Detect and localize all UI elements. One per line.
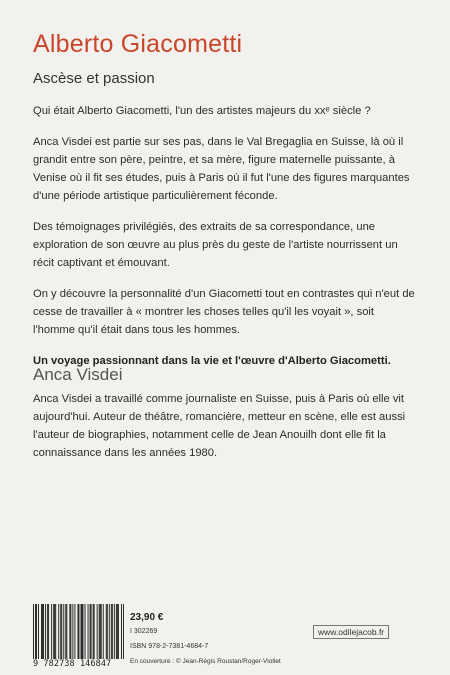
barcode-bar [109,604,110,659]
barcode-bar [42,604,43,659]
barcode-bar [79,604,80,659]
barcode-bar [53,604,54,659]
cover-credit: En couverture : © Jean-Régis Roustan/Roger-Viollet [130,658,281,665]
barcode-bar [48,604,49,659]
barcode-bar [55,604,56,659]
barcode-bar [35,604,36,659]
blurb-paragraph: Anca Visdei est partie sur ses pas, dans le Val Bregaglia en Suisse, là où il grandit entre son père, peintre, et sa mère, figure maternelle puissante, à Venise où il fit ses études, puis à Paris où il fut l'une des figures marquantes d'une période artistique particulièrement féconde. [33,136,410,202]
barcode-bars [33,604,124,659]
barcode [33,604,124,666]
barcode-bar [47,604,48,659]
barcode-bar [88,604,89,659]
barcode-bar [43,604,44,659]
blurb-paragraph: Qui était Alberto Giacometti, l'un des artistes majeurs du xxᵉ siècle ? [33,105,371,117]
author-bio: Anca Visdei a travaillé comme journaliste en Suisse, puis à Paris où elle vit aujourd'hui. Auteur de théâtre, romancière, metteur en scène, elle est aussi l'auteur de biographies, notamment celle de Jean Anouilh dont elle fit la connaissance dans les années 1980. [33,393,406,459]
barcode-bar [51,604,52,659]
barcode-bar [91,604,92,659]
barcode-bar [107,604,108,659]
barcode-bar [111,604,112,659]
barcode-bar [118,604,119,659]
book-subtitle: Ascèse et passion [33,70,155,87]
barcode-bar [123,604,124,659]
barcode-bar [121,604,122,659]
barcode-bar [83,604,84,659]
barcode-bar [63,604,64,659]
barcode-bar [82,604,83,659]
barcode-bar [61,604,62,659]
barcode-bar [58,604,59,659]
barcode-bar [45,604,46,659]
barcode-bar [99,604,100,659]
barcode-bar [114,604,115,659]
barcode-bar [33,604,34,659]
publisher-website: www.odilejacob.fr [313,625,389,639]
price: 23,90 € [130,612,164,623]
barcode-bar [100,604,101,659]
blurb-paragraph: Des témoignages privilégiés, des extraits de sa correspondance, une exploration de son œuvre au plus près du geste de l'artiste nourrissent un récit captivant et émouvant. [33,221,398,269]
barcode-bar [93,604,94,659]
blurb [33,102,418,383]
barcode-bar [81,604,82,659]
barcode-bar [112,604,113,659]
barcode-bar [60,604,61,659]
barcode-bar [65,604,66,659]
barcode-bar [97,604,98,659]
barcode-bar [117,604,118,659]
blurb-tagline: Un voyage passionnant dans la vie et l'œuvre d'Alberto Giacometti. [33,355,391,367]
barcode-bar [90,604,91,659]
barcode-bar [77,604,78,659]
barcode-bar [54,604,55,659]
book-title: Alberto Giacometti [33,30,243,58]
product-code: I 302269 [130,628,158,635]
barcode-bar [41,604,42,659]
barcode-bar [74,604,75,659]
barcode-bar [70,604,71,659]
barcode-bar [116,604,117,659]
barcode-bar [85,604,86,659]
author-heading: Anca Visdei [33,365,123,384]
barcode-bar [72,604,73,659]
barcode-bar [106,604,107,659]
barcode-bar [103,604,104,659]
barcode-bar [69,604,70,659]
blurb-paragraph: On y découvre la personnalité d'un Giacometti tout en contrastes qui n'eut de cesse de travailler à « montrer les choses telles qu'il les voyait », soit l'homme qu'il était dans tous les hommes. [33,288,415,336]
barcode-bar [38,604,39,659]
barcode-bar [101,604,102,659]
barcode-digits: 9 782738 146847 [33,659,112,669]
barcode-bar [94,604,95,659]
barcode-bar [66,604,67,659]
isbn: ISBN 978-2-7381-4684-7 [130,643,209,650]
barcode-bar [36,604,37,659]
